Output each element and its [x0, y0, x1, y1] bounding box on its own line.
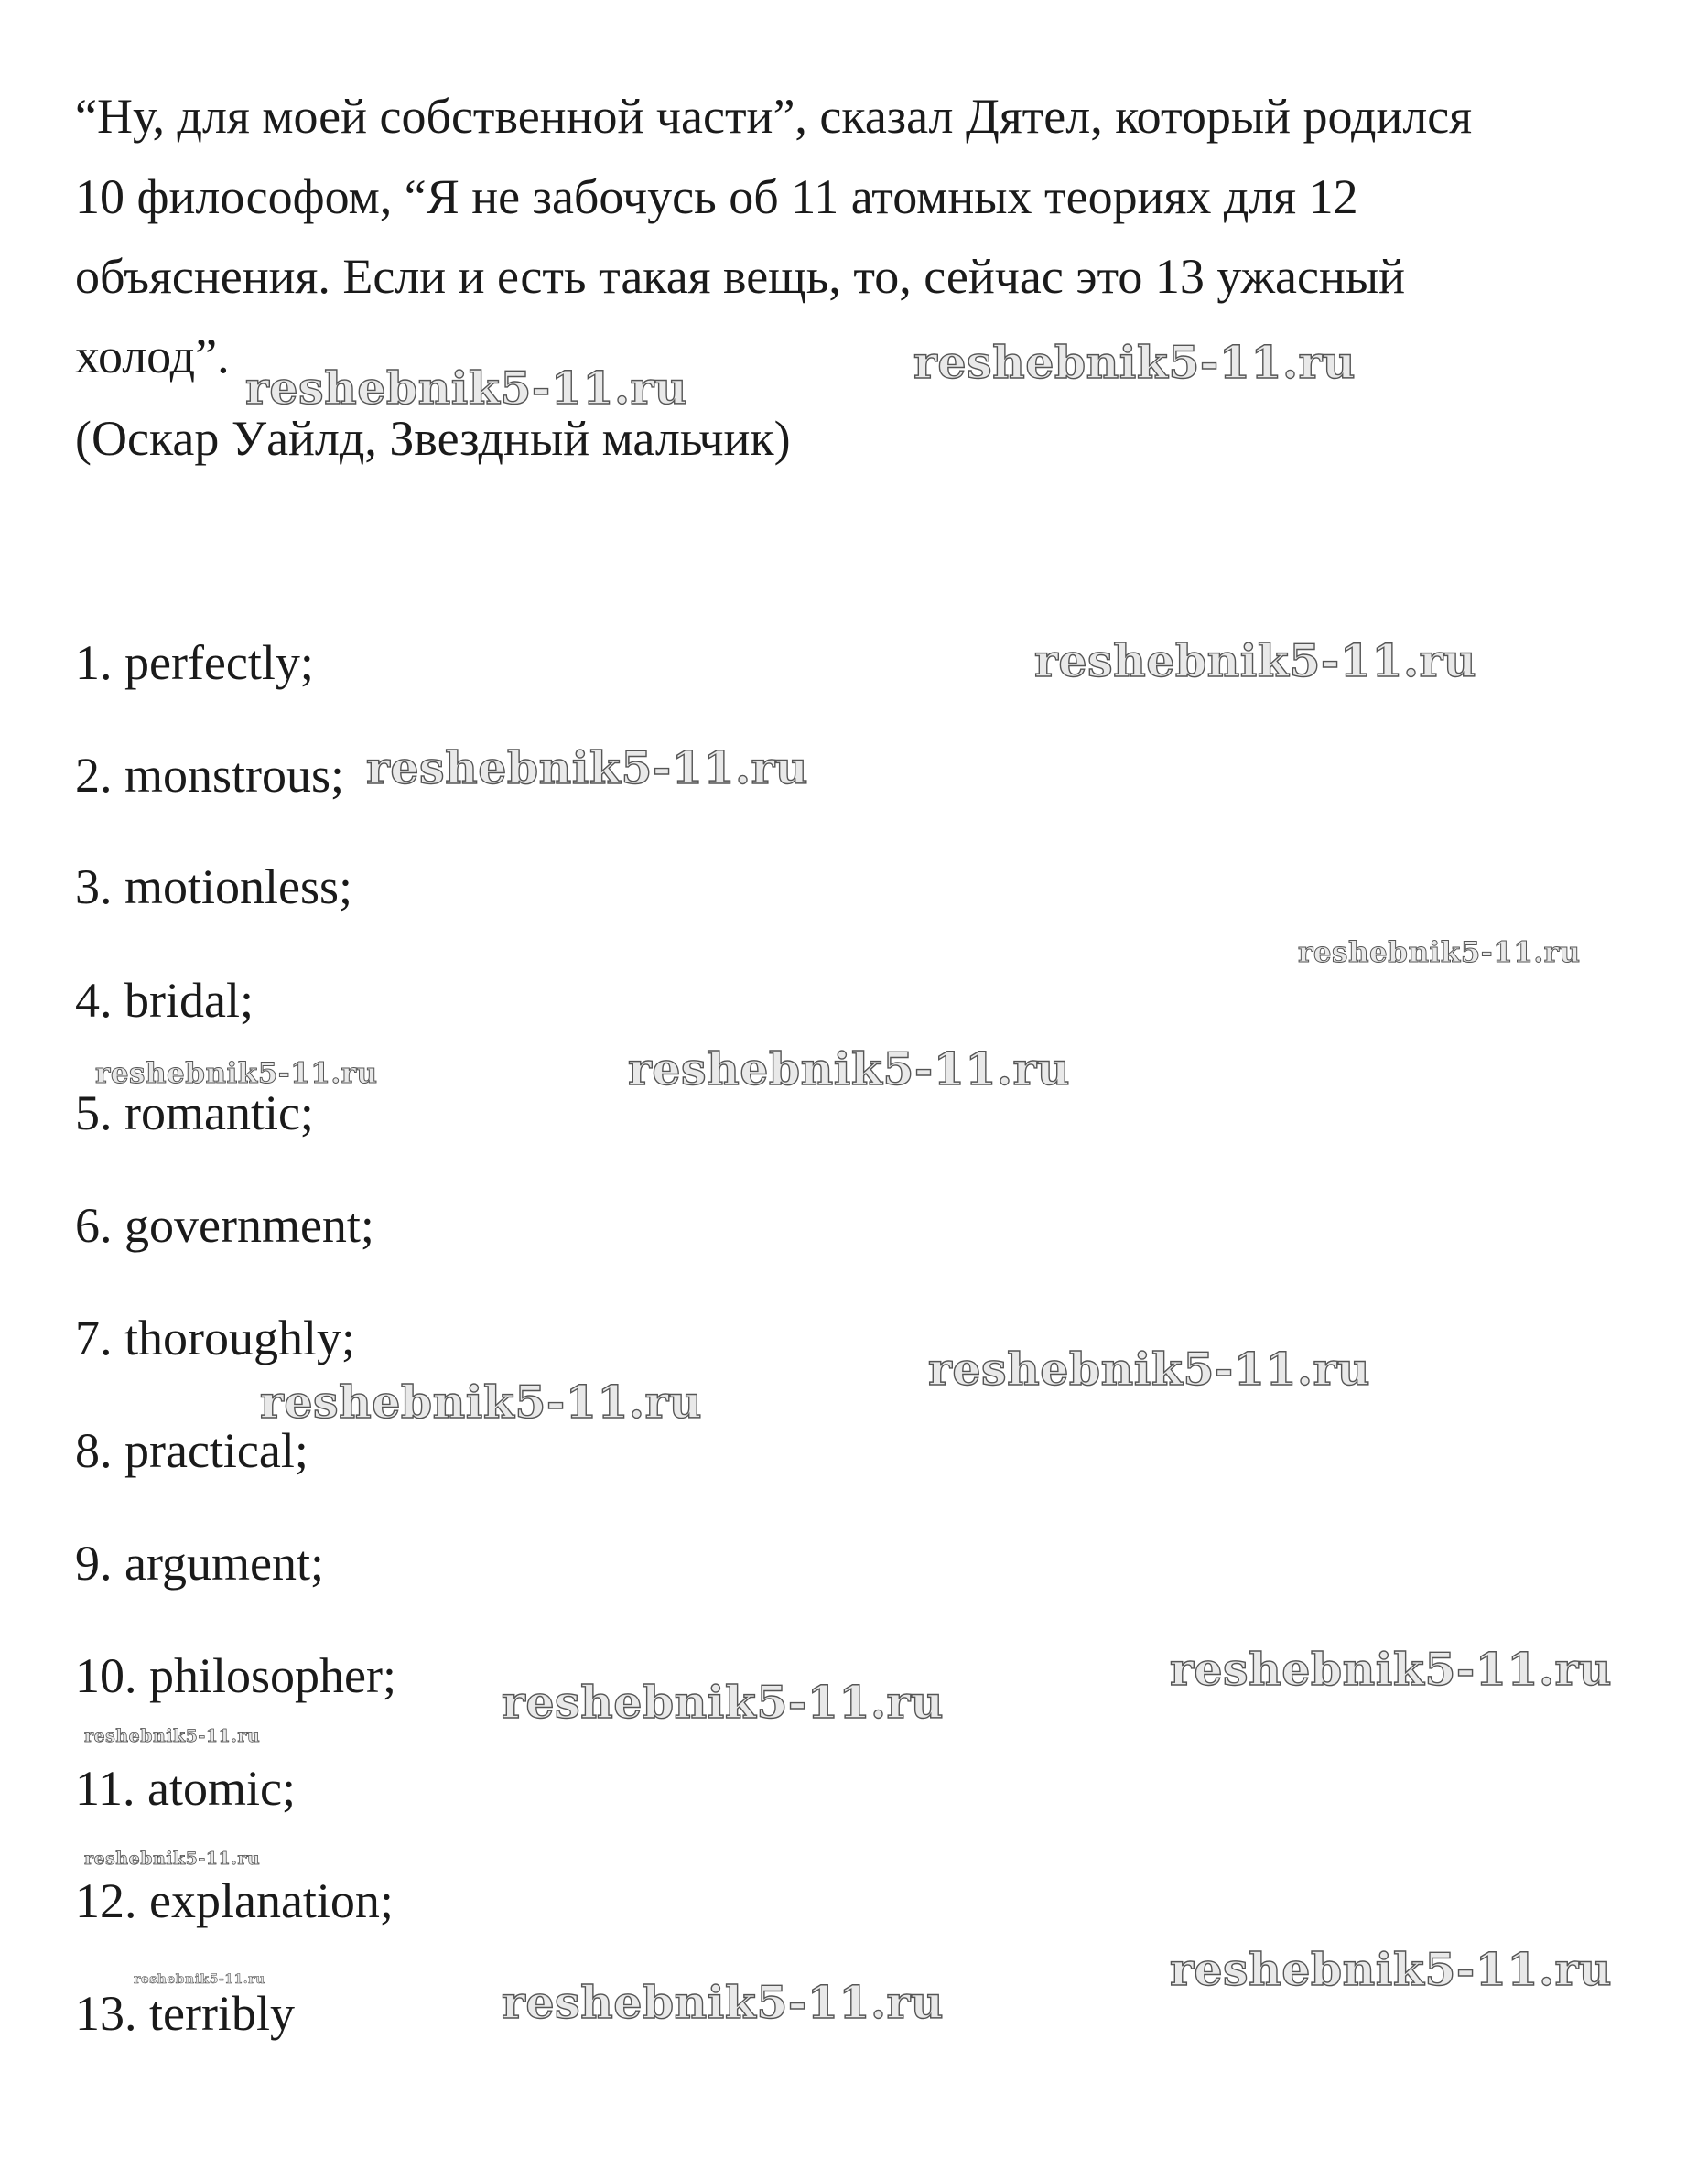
- watermark: reshebnik5-11.ru: [1298, 936, 1581, 969]
- watermark: reshebnik5-11.ru: [628, 1042, 1070, 1095]
- watermark: reshebnik5-11.ru: [1034, 634, 1476, 687]
- watermark: reshebnik5-11.ru: [1170, 1943, 1612, 1996]
- answer-item: 12. explanation;: [75, 1873, 394, 1928]
- answer-item: 13. terribly: [75, 1986, 295, 2041]
- answer-item: 3. motionless;: [75, 859, 353, 914]
- watermark: reshebnik5-11.ru: [928, 1343, 1370, 1396]
- answer-item: 11. atomic;: [75, 1761, 296, 1816]
- watermark: reshebnik5-11.ru: [260, 1376, 702, 1429]
- watermark: reshebnik5-11.ru: [502, 1676, 944, 1729]
- watermark: reshebnik5-11.ru: [1170, 1643, 1612, 1696]
- passage-line-3: объяснения. Если и есть такая вещь, то, сейчас это 13 ужасный: [75, 249, 1406, 304]
- answer-item: 5. romantic;: [75, 1085, 314, 1140]
- answer-item: 9. argument;: [75, 1536, 324, 1591]
- answer-item: 8. practical;: [75, 1423, 308, 1478]
- watermark: reshebnik5-11.ru: [245, 361, 687, 415]
- answer-item: 7. thoroughly;: [75, 1311, 355, 1365]
- watermark: reshebnik5-11.ru: [913, 336, 1356, 389]
- watermark: reshebnik5-11.ru: [95, 1057, 378, 1090]
- passage-line-1: “Ну, для моей собственной части”, сказал Дятел, который родился: [75, 89, 1473, 144]
- watermark: reshebnik5-11.ru: [84, 1849, 261, 1869]
- answer-item: 4. bridal;: [75, 973, 254, 1028]
- passage-line-4: холод”.: [75, 329, 230, 383]
- watermark: reshebnik5-11.ru: [84, 1726, 261, 1746]
- watermark: reshebnik5-11.ru: [366, 741, 808, 794]
- answer-item: 6. government;: [75, 1198, 374, 1253]
- watermark: reshebnik5-11.ru: [502, 1976, 944, 2029]
- passage-source: (Оскар Уайлд, Звездный мальчик): [75, 411, 791, 466]
- answer-item: 1. perfectly;: [75, 635, 314, 690]
- answer-item: 2. monstrous;: [75, 748, 345, 803]
- passage-line-2: 10 философом, “Я не забочусь об 11 атомных теориях для 12: [75, 169, 1358, 224]
- answer-item: 10. philosopher;: [75, 1648, 396, 1703]
- watermark: reshebnik5-11.ru: [134, 1972, 265, 1987]
